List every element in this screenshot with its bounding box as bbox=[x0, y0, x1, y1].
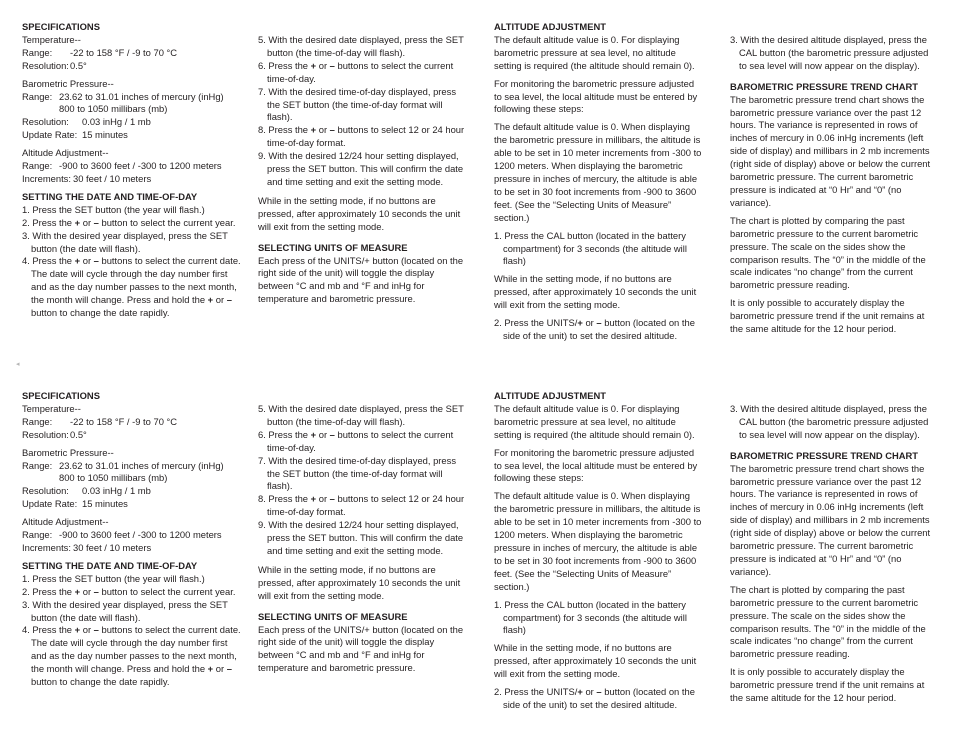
temperature-range: Range: -22 to 158 °F / -9 to 70 °C bbox=[22, 46, 178, 58]
altitude-increments: Increments: 30 feet / 10 meters bbox=[22, 172, 152, 184]
altitude-paragraph-2: For monitoring the barometric pressure adjusted to sea level, the local altitude must be entered by following these steps: bbox=[494, 446, 698, 484]
setting-timeout-note: While in the setting mode, if no buttons are pressed, after approximately 10 seconds the unit will exit from the setting mode. bbox=[258, 194, 461, 232]
barometric-resolution: Resolution: 0.03 inHg / 1 mb bbox=[22, 116, 151, 128]
altitude-step-1: 1. Press the CAL button (located in the battery compartment) for 3 seconds (the altitude will flash) bbox=[494, 598, 687, 636]
altitude-paragraph-3: The default altitude value is 0. When displaying the barometric pressure in millibars, the altitude is able to be set in 10 meter increments from -300 to 1200 meters. When displaying the barometric pressure in inches of mercury, the altitude is able to be set in 30 foot increments from -900 to 3600 feet. (See the “Selecting Units of Measure” section.) bbox=[494, 121, 702, 223]
setting-step-9: 9. With the desired 12/24 hour setting displayed, press the SET button. This will confirm the date and time setting and exit the setting mode. bbox=[258, 519, 464, 556]
altitude-range: Range: -900 to 3600 feet / -300 to 1200 meters bbox=[22, 160, 222, 172]
setting-step-4: 4. Press the + or – buttons to select the current date. The date will cycle through the day number first and as the day number passes to the next month, the month will change. Press and hold the + or – button to change the date rapidly. bbox=[22, 255, 241, 319]
units-text: Each press of the UNITS/+ button (located on the right side of the unit) will toggle the display between °C and mb and °F and inHg for temperature and barometric pressure. bbox=[258, 623, 464, 674]
barometric-range: Range: 23.62 to 31.01 inches of mercury (inHg) bbox=[22, 459, 224, 471]
temperature-range: Range: -22 to 158 °F / -9 to 70 °C bbox=[22, 415, 178, 427]
setting-step-2: 2. Press the + or – button to select the current year. bbox=[22, 216, 236, 228]
units-text: Each press of the UNITS/+ button (located on the right side of the unit) will toggle the display between °C and mb and °F and inHg for temperature and barometric pressure. bbox=[258, 254, 464, 305]
setting-timeout-note: While in the setting mode, if no buttons are pressed, after approximately 10 seconds the unit will exit from the setting mode. bbox=[258, 563, 461, 601]
trend-paragraph-1: The barometric pressure trend chart shows the barometric pressure variance over the past 12 hours. The variance is represented in rows of inches of mercury in 0.06 inHg increments (left side of display) and millibars in 2 mb increments (right side of display) above or below the current barometric pressure. The current barometric pressure is indicated at “0 Hr” and “0” (no variance). bbox=[730, 93, 931, 208]
altitude-step-2: 2. Press the UNITS/+ or – button (located on the side of the unit) to set the desired altitude. bbox=[494, 686, 695, 710]
barometric-range-mb: 800 to 1050 millibars (mb) bbox=[59, 103, 168, 115]
trend-heading: BAROMETRIC PRESSURE TREND CHART bbox=[730, 449, 919, 461]
setting-step-1: 1. Press the SET button (the year will flash.) bbox=[22, 203, 205, 215]
specifications-heading: SPECIFICATIONS bbox=[22, 21, 100, 32]
trend-paragraph-3: It is only possible to accurately display the barometric pressure trend if the unit remains at the same altitude for the 12 hour period. bbox=[730, 666, 925, 704]
barometric-range-mb: 800 to 1050 millibars (mb) bbox=[59, 472, 168, 484]
setting-step-3: 3. With the desired year displayed, press the SET button (the date will flash). bbox=[22, 598, 228, 623]
temperature-label: Temperature-- bbox=[22, 402, 81, 414]
setting-continued-column bbox=[258, 403, 468, 680]
setting-continued-column bbox=[258, 34, 468, 311]
altitude-step-3: 3. With the desired altitude displayed, press the CAL button (the barometric pressure adjusted to sea level will now appear on the display). bbox=[730, 403, 929, 440]
setting-step-3: 3. With the desired year displayed, press the SET button (the date will flash). bbox=[22, 229, 228, 254]
page-marker-icon: ◂ bbox=[16, 361, 20, 368]
altitude-paragraph-1: The default altitude value is 0. For displaying barometric pressure at sea level, no altitude setting is required (the altitude should remain 0). bbox=[494, 33, 695, 71]
trend-column bbox=[730, 403, 938, 710]
specifications-column bbox=[22, 390, 244, 689]
barometric-update-rate: Update Rate: 15 minutes bbox=[22, 498, 128, 510]
setting-step-5: 5. With the desired date displayed, press the SET button (the time-of-day will flash). bbox=[258, 34, 464, 58]
altitude-range: Range: -900 to 3600 feet / -300 to 1200 meters bbox=[22, 529, 222, 541]
barometric-update-rate: Update Rate: 15 minutes bbox=[22, 129, 128, 141]
units-heading: SELECTING UNITS OF MEASURE bbox=[258, 610, 408, 622]
trend-heading: BAROMETRIC PRESSURE TREND CHART bbox=[730, 80, 919, 92]
setting-date-heading: SETTING THE DATE AND TIME-OF-DAY bbox=[22, 559, 198, 571]
trend-paragraph-1: The barometric pressure trend chart shows the barometric pressure variance over the past 12 hours. The variance is represented in rows of inches of mercury in 0.06 inHg increments (left side of display) and millibars in 2 mb increments (right side of display) above or below the current barometric pressure. The current barometric pressure is indicated at “0 Hr” and “0” (no variance). bbox=[730, 462, 931, 577]
altitude-increments: Increments: 30 feet / 10 meters bbox=[22, 541, 152, 553]
altitude-column bbox=[494, 21, 702, 343]
temperature-label: Temperature-- bbox=[22, 33, 81, 45]
setting-step-9: 9. With the desired 12/24 hour setting displayed, press the SET button. This will confirm the date and time setting and exit the setting mode. bbox=[258, 150, 464, 187]
setting-step-8: 8. Press the + or – buttons to select 12 or 24 hour time-of-day format. bbox=[258, 124, 465, 149]
setting-step-6: 6. Press the + or – buttons to select the current time-of-day. bbox=[258, 428, 454, 453]
temperature-resolution: Resolution:0.5° bbox=[22, 59, 87, 71]
trend-paragraph-3: It is only possible to accurately display the barometric pressure trend if the unit remains at the same altitude for the 12 hour period. bbox=[730, 297, 925, 335]
altitude-heading: ALTITUDE ADJUSTMENT bbox=[494, 390, 606, 401]
altitude-step-3: 3. With the desired altitude displayed, press the CAL button (the barometric pressure adjusted to sea level will now appear on the display). bbox=[730, 34, 929, 71]
manual-page-bottom bbox=[0, 369, 954, 738]
units-heading: SELECTING UNITS OF MEASURE bbox=[258, 241, 408, 253]
setting-step-7: 7. With the desired time-of-day displayed, press the SET button (the time-of-day format will flash). bbox=[258, 85, 457, 123]
setting-step-2: 2. Press the + or – button to select the current year. bbox=[22, 585, 236, 597]
barometric-range: Range: 23.62 to 31.01 inches of mercury (inHg) bbox=[22, 90, 224, 102]
setting-step-8: 8. Press the + or – buttons to select 12 or 24 hour time-of-day format. bbox=[258, 493, 465, 518]
setting-step-1: 1. Press the SET button (the year will flash.) bbox=[22, 572, 205, 584]
altitude-adjustment-label: Altitude Adjustment-- bbox=[22, 516, 109, 528]
altitude-paragraph-3: The default altitude value is 0. When displaying the barometric pressure in millibars, the altitude is able to be set in 10 meter increments from -300 to 1200 meters. When displaying the barometric pressure in inches of mercury, the altitude is able to be set in 30 foot increments from -900 to 3600 feet. (See the “Selecting Units of Measure” section.) bbox=[494, 490, 702, 592]
setting-step-4: 4. Press the + or – buttons to select the current date. The date will cycle through the day number first and as the day number passes to the next month, the month will change. Press and hold the + or – button to change the date rapidly. bbox=[22, 624, 241, 688]
trend-column bbox=[730, 34, 938, 341]
trend-paragraph-2: The chart is plotted by comparing the past barometric pressure to the current barometric pressure. The scale on the sides show the comparison results. The “0” in the middle of the scale indicates “no change” from the current barometric pressure reading. bbox=[730, 214, 926, 291]
barometric-pressure-label: Barometric Pressure-- bbox=[22, 446, 114, 458]
altitude-adjustment-label: Altitude Adjustment-- bbox=[22, 147, 109, 159]
altitude-column bbox=[494, 390, 702, 712]
altitude-heading: ALTITUDE ADJUSTMENT bbox=[494, 21, 606, 32]
altitude-step-1: 1. Press the CAL button (located in the battery compartment) for 3 seconds (the altitude will flash) bbox=[494, 229, 687, 267]
setting-step-7: 7. With the desired time-of-day displayed, press the SET button (the time-of-day format will flash). bbox=[258, 454, 457, 492]
altitude-paragraph-2: For monitoring the barometric pressure adjusted to sea level, the local altitude must be entered by following these steps: bbox=[494, 77, 698, 115]
setting-step-6: 6. Press the + or – buttons to select the current time-of-day. bbox=[258, 59, 454, 84]
altitude-paragraph-1: The default altitude value is 0. For displaying barometric pressure at sea level, no altitude setting is required (the altitude should remain 0). bbox=[494, 402, 695, 440]
specifications-column bbox=[22, 21, 244, 320]
setting-step-5: 5. With the desired date displayed, press the SET button (the time-of-day will flash). bbox=[258, 403, 464, 427]
barometric-pressure-label: Barometric Pressure-- bbox=[22, 77, 114, 89]
altitude-timeout-note: While in the setting mode, if no buttons are pressed, after approximately 10 seconds the unit will exit from the setting mode. bbox=[494, 273, 697, 311]
specifications-heading: SPECIFICATIONS bbox=[22, 390, 100, 401]
temperature-resolution: Resolution:0.5° bbox=[22, 428, 87, 440]
setting-date-heading: SETTING THE DATE AND TIME-OF-DAY bbox=[22, 190, 198, 202]
barometric-resolution: Resolution: 0.03 inHg / 1 mb bbox=[22, 485, 151, 497]
trend-paragraph-2: The chart is plotted by comparing the past barometric pressure to the current barometric pressure. The scale on the sides show the comparison results. The “0” in the middle of the scale indicates “no change” from the current barometric pressure reading. bbox=[730, 583, 926, 660]
altitude-step-2: 2. Press the UNITS/+ or – button (located on the side of the unit) to set the desired altitude. bbox=[494, 317, 695, 341]
altitude-timeout-note: While in the setting mode, if no buttons are pressed, after approximately 10 seconds the unit will exit from the setting mode. bbox=[494, 642, 697, 680]
